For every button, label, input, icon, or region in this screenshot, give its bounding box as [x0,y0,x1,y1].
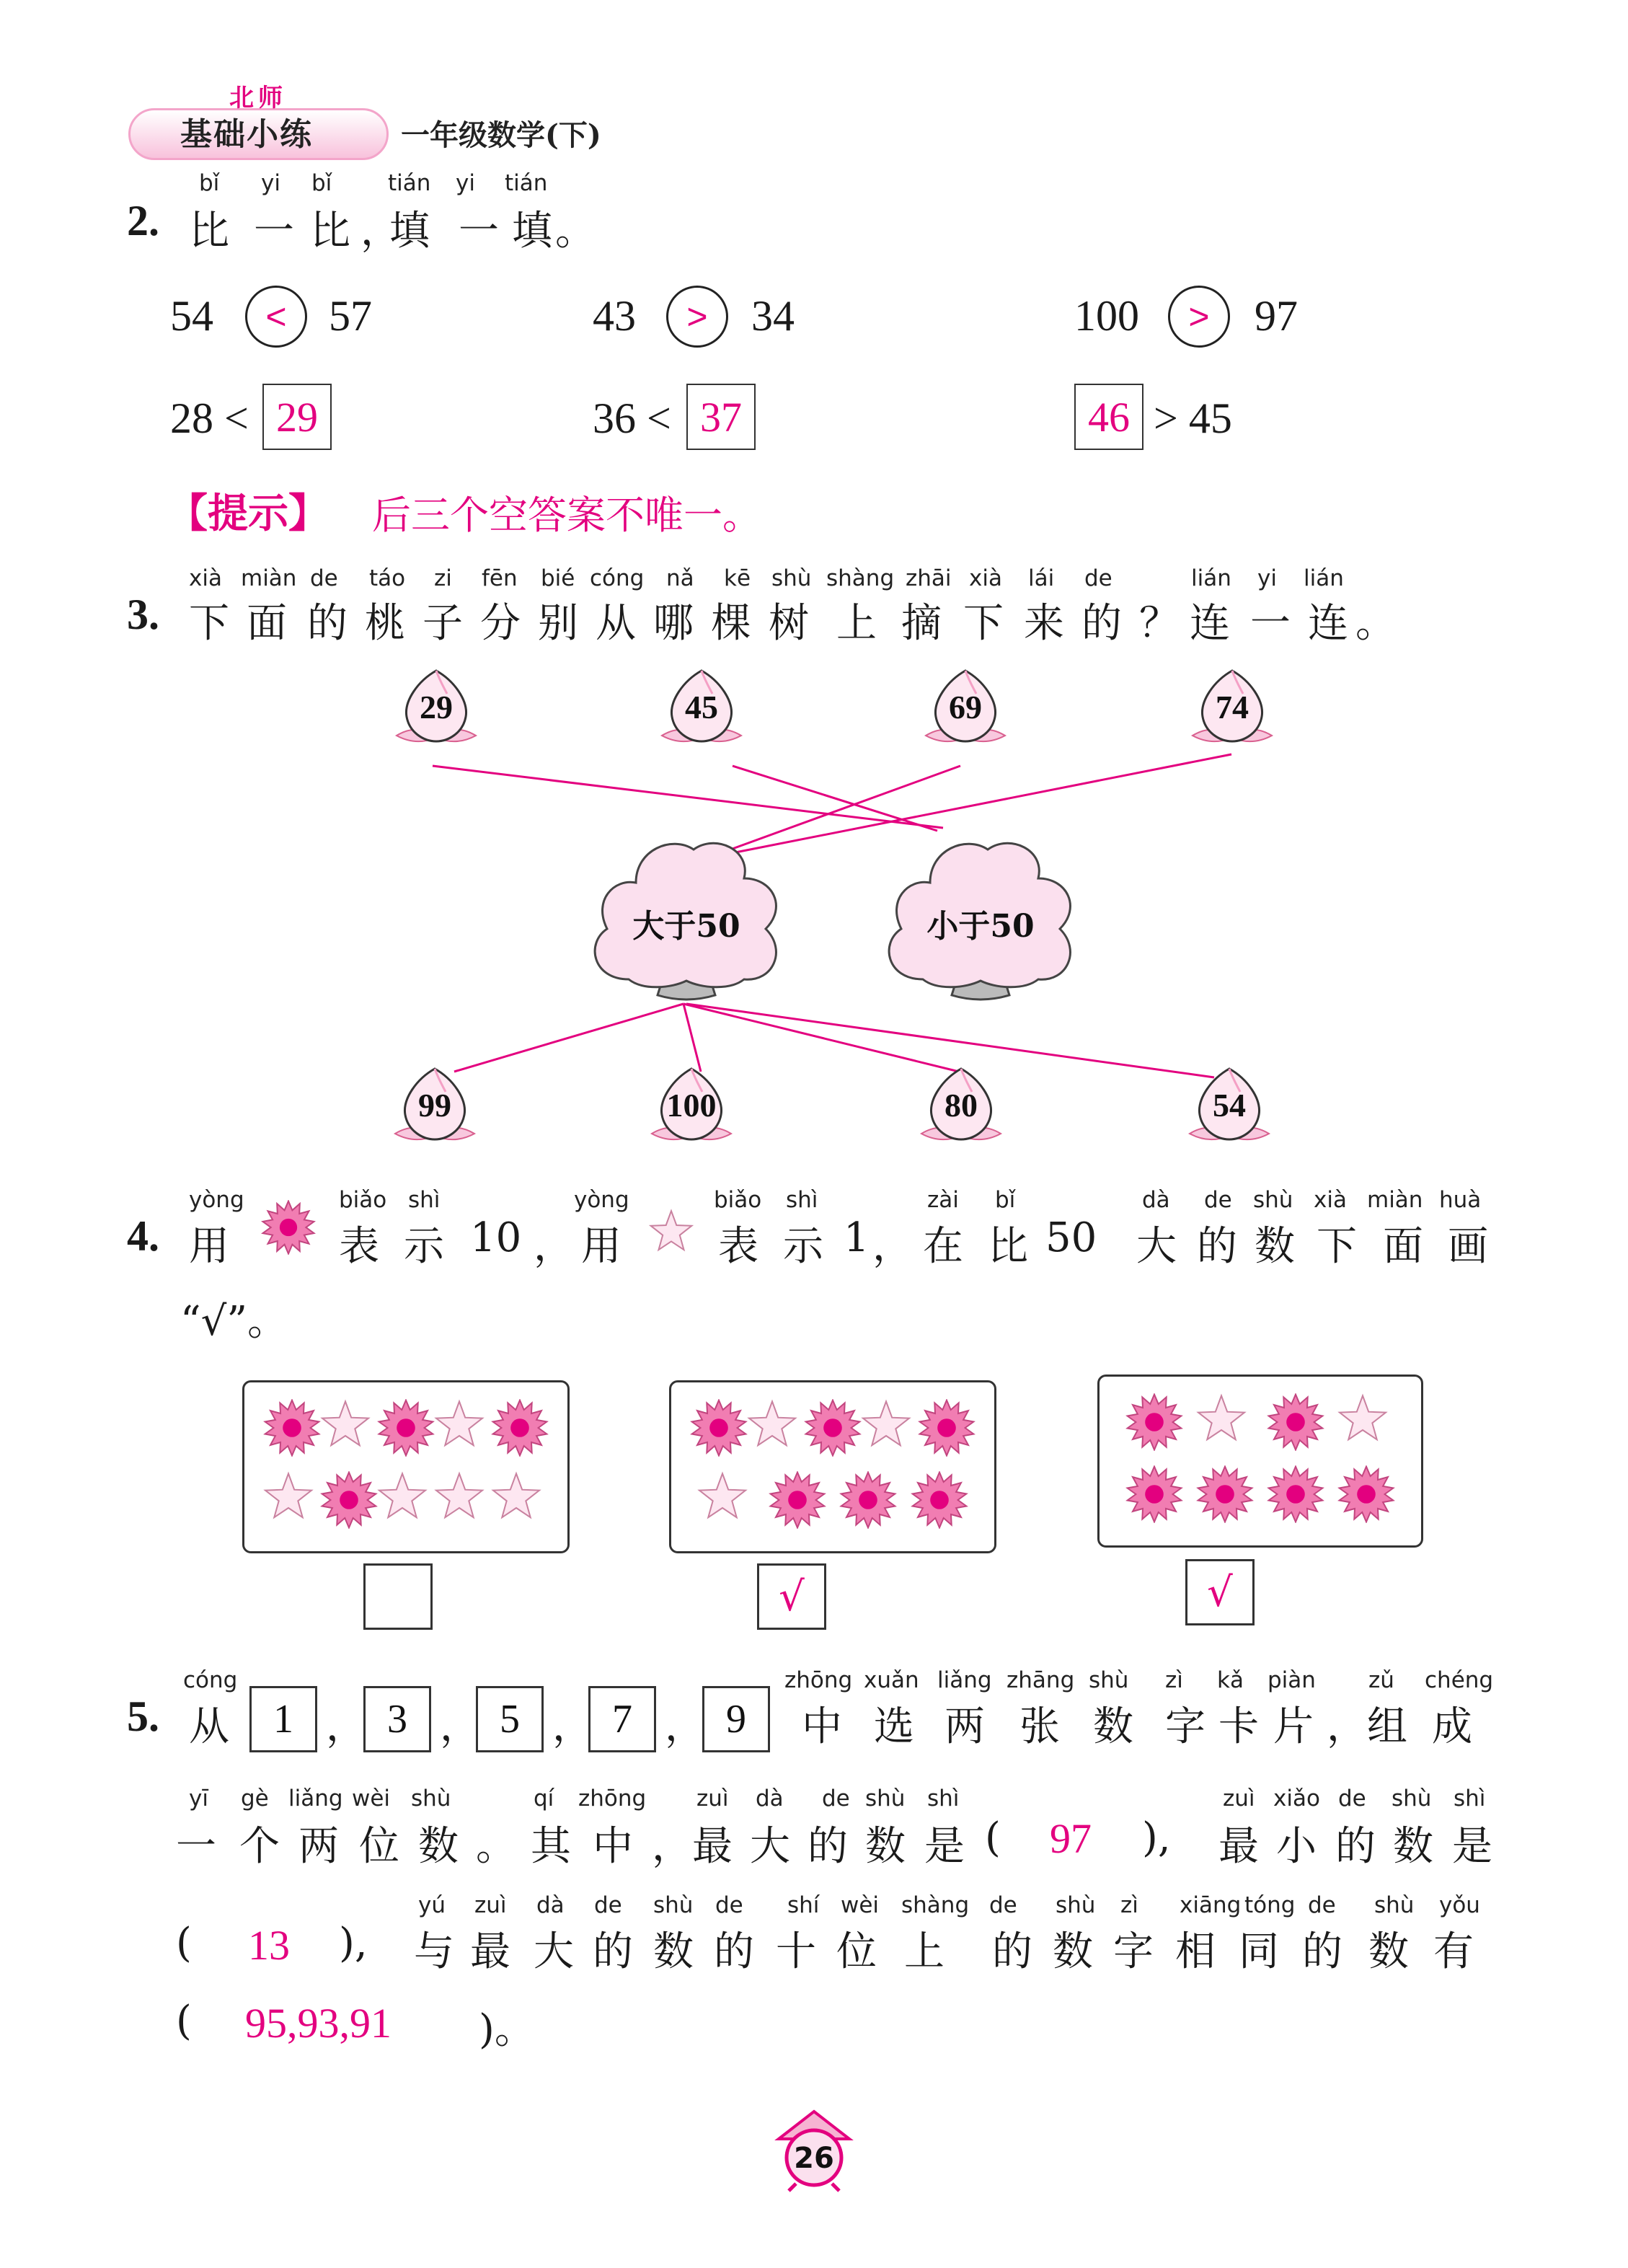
line-char: 有 [1433,1928,1474,1975]
sun-icon [263,1399,321,1460]
line-char: 两 [298,1823,339,1870]
peach-29[interactable] [389,666,483,760]
peach-54[interactable] [1182,1064,1276,1158]
pinyin: de [594,1892,622,1918]
cmp3-left: 100 [1074,292,1139,340]
title-char: 比 [310,208,350,255]
tree-label: 小于50 [926,908,1035,945]
pinyin: lái [1028,565,1055,591]
peach-number: 54 [1213,1087,1246,1124]
title-char: 面 [247,600,287,647]
peach-74[interactable] [1185,666,1279,760]
pinyin: biǎo [714,1187,762,1213]
title-char: 连 [1308,600,1348,647]
star-icon [697,1471,748,1524]
line-char: ， [534,1223,574,1270]
number-card-3[interactable]: 3 [363,1686,431,1752]
pinyin: de [989,1892,1017,1918]
pinyin: de [715,1892,743,1918]
pinyin: zuì [474,1892,507,1918]
pinyin: yi [261,170,280,196]
line-char: 10 [470,1214,522,1261]
sun-icon [839,1471,897,1532]
fill2-prefix: 36 < [593,394,671,442]
pinyin: xiǎo [1273,1786,1320,1812]
tree-less-than-50[interactable] [880,828,1081,1015]
line-char: 的 [992,1928,1032,1975]
pinyin: shù [1056,1892,1096,1918]
pinyin: wèi [352,1786,391,1812]
pinyin: yi [1257,565,1277,591]
answer-checkbox-1[interactable] [363,1563,433,1630]
pinyin: liǎng [937,1667,992,1693]
title-char: 一 [254,208,294,255]
answer-checkbox-3[interactable]: √ [1185,1559,1255,1625]
star-icon [747,1399,797,1452]
pinyin: yi [456,170,475,196]
peach-80[interactable] [914,1064,1008,1158]
line-char: 1 [844,1214,870,1261]
answer-checkbox-2[interactable]: √ [757,1563,826,1630]
line-char: 是 [1452,1823,1492,1870]
pinyin: tián [505,170,548,196]
pinyin: zhōng [578,1786,647,1812]
line-char: 的 [1335,1823,1376,1870]
title-char: 树 [769,600,809,647]
line-char: 数 [1093,1703,1133,1750]
line-char: 与 [414,1928,454,1975]
comma: ， [552,1703,593,1750]
line-char: 数 [1368,1928,1409,1975]
line-char: ), [1142,1814,1171,1861]
title-char: 填 [389,208,430,255]
pinyin: de [822,1786,850,1812]
line-char: 数 [1255,1223,1295,1270]
pinyin: fēn [482,565,518,591]
line-char: 最 [1218,1823,1259,1870]
fill3-box[interactable]: 46 [1074,384,1143,450]
line-char: 用 [189,1223,229,1270]
pinyin: bǐ [199,170,220,196]
pinyin: shù [411,1786,451,1812]
star-icon [1337,1393,1388,1447]
pinyin: shù [1374,1892,1415,1918]
sun-icon [769,1471,826,1532]
pinyin: xià [969,565,1002,591]
title-char: 来 [1024,600,1064,647]
pinyin: tián [388,170,431,196]
line-char: 小 [1276,1823,1317,1870]
subject-label: 一年级数学(下) [401,118,601,152]
pinyin: cóng [590,565,645,591]
cmp2-right: 34 [751,292,795,340]
cmp3-right: 97 [1255,292,1298,340]
cmp3-circle[interactable]: > [1168,286,1230,348]
line-char: 一 [176,1823,216,1870]
pinyin: nǎ [666,565,694,591]
title-char: ？ [1139,600,1180,647]
line-char: 的 [808,1823,848,1870]
star-icon [263,1471,314,1524]
title-char: 下 [963,600,1004,647]
pinyin: zhāng [1007,1667,1075,1693]
cmp1-right: 57 [329,292,372,340]
title-char: 哪 [653,600,694,647]
line-char: 卡 [1218,1703,1259,1750]
line-char: 同 [1239,1928,1279,1975]
number-card-9[interactable]: 9 [702,1686,770,1752]
line-char: 相 [1175,1928,1216,1975]
sun-icon [320,1471,378,1532]
q5-number: 5. [127,1693,159,1740]
star-icon [491,1471,541,1524]
line-char: ( [985,1814,1001,1861]
line-char: 字 [1165,1703,1205,1750]
line-char: 大 [750,1823,790,1870]
title-char: 上 [836,600,877,647]
cmp2-left: 43 [593,292,636,340]
star-icon [434,1399,485,1452]
sun-icon [918,1399,976,1460]
sun-icon [1196,1465,1254,1526]
title-char: ， [360,208,401,255]
line-char: 位 [836,1928,877,1975]
peach-45[interactable] [655,666,748,760]
sun-icon [1125,1393,1183,1454]
sun-icon [1337,1465,1395,1526]
title-char: 棵 [711,600,751,647]
pinyin: kǎ [1217,1667,1244,1693]
star-icon [1196,1393,1247,1447]
line-char: 片 [1273,1703,1314,1750]
line-45-to-small [733,766,937,831]
tree-greater-than-50[interactable] [585,828,787,1015]
line-char: 示 [404,1223,444,1270]
pinyin: yòng [189,1187,244,1213]
title-char: 别 [538,600,578,647]
line-char: 上 [904,1928,944,1975]
fill1-box[interactable]: 29 [262,384,332,450]
line-char: 画 [1448,1223,1488,1270]
tree-label: 大于50 [632,908,740,945]
peach-number: 69 [949,689,982,725]
line-char: 的 [593,1928,633,1975]
line-char: 面 [1383,1223,1423,1270]
title-char: 连 [1190,600,1230,647]
q5-paren-open-4: ( [176,1998,192,2044]
title-char: 比 [189,208,229,255]
line-char: 下 [1317,1223,1357,1270]
line-char: 的 [1302,1928,1342,1975]
line-char: 大 [534,1928,574,1975]
pinyin: shì [408,1187,441,1213]
pinyin: miàn [1367,1187,1423,1213]
fill1-prefix: 28 < [170,394,249,442]
line-char: 的 [1197,1223,1237,1270]
comma: ， [326,1703,366,1750]
line-char: 个 [239,1823,280,1870]
line-char: 数 [418,1823,459,1870]
number-card-7[interactable]: 7 [588,1686,656,1752]
line-char: 两 [944,1703,985,1750]
sun-icon [377,1399,435,1460]
pinyin: tóng [1244,1892,1296,1918]
peach-100[interactable] [645,1064,738,1158]
pinyin: dà [756,1786,784,1812]
pinyin: shí [787,1892,820,1918]
cmp1-left: 54 [170,292,213,340]
peach-number: 99 [418,1087,451,1124]
fill2-box[interactable]: 37 [686,384,756,450]
line-char: 位 [359,1823,399,1870]
line-char: 用 [581,1223,621,1270]
pinyin: dà [1142,1187,1170,1213]
line-char: 表 [339,1223,379,1270]
line-char: 数 [1393,1823,1433,1870]
pinyin: zì [1165,1667,1183,1693]
peach-number: 74 [1216,689,1249,725]
pinyin: de [310,565,338,591]
line-char: ， [652,1823,692,1870]
title-char: 从 [596,600,636,647]
line-char: 张 [1019,1703,1060,1750]
pinyin: chéng [1425,1667,1494,1693]
comma: ， [440,1703,480,1750]
sun-icon [261,1200,316,1258]
title-char: 子 [423,600,463,647]
line-char: 中 [593,1823,633,1870]
line-char: 50 [1045,1214,1097,1261]
hint-text: 后三个空答案不唯一。 [372,493,761,538]
line-char: 字 [1113,1928,1154,1975]
line-char: 在 [923,1223,963,1270]
star-icon [377,1471,428,1524]
title-char: 一 [459,208,499,255]
title-char: 摘 [901,600,942,647]
brand-title: 基础小练 [180,116,313,153]
sun-icon [1267,1465,1324,1526]
star-icon [861,1399,911,1452]
peach-99[interactable] [388,1064,482,1158]
title-char: 分 [480,600,521,647]
line-29-to-small [433,766,943,828]
pinyin: shàng [901,1892,970,1918]
line-char: 的 [714,1928,754,1975]
line-char: 是 [924,1823,965,1870]
pinyin: bié [541,565,575,591]
brand-top: 北师 [229,84,287,112]
title-char: 的 [307,600,348,647]
q5-paren-close-end: )。 [479,2006,535,2053]
line-char: 中 [802,1703,842,1750]
pinyin: xià [1314,1187,1347,1213]
pinyin: miàn [241,565,297,591]
star-icon [320,1399,371,1452]
line-char: 数 [1053,1928,1093,1975]
line-char: 。 [476,1823,516,1870]
pinyin: yī [189,1786,208,1812]
title-char: 下 [189,600,229,647]
page-number: 26 [794,2142,834,2175]
pinyin: liǎng [288,1786,343,1812]
sun-icon [804,1399,862,1460]
star-icon [649,1209,694,1256]
line-char: 比 [988,1223,1028,1270]
pinyin: zhāi [906,565,952,591]
peach-number: 100 [666,1087,717,1124]
pinyin: lián [1191,565,1231,591]
title-char: 桃 [365,600,405,647]
cmp2-circle[interactable]: > [666,286,728,348]
sun-icon [911,1471,968,1532]
pinyin: shì [1454,1786,1486,1812]
pinyin: bǐ [995,1187,1016,1213]
title-char: 填 [512,208,552,255]
pinyin: zuì [696,1786,729,1812]
line-char: 选 [874,1703,914,1750]
number-card-1[interactable]: 1 [249,1686,317,1752]
line-char: ， [872,1223,913,1270]
pinyin: shì [927,1786,960,1812]
pinyin: cóng [183,1667,238,1693]
line-char: 示 [783,1223,823,1270]
same-tens-answer[interactable]: 95,93,91 [245,2000,391,2047]
pinyin: de [1308,1892,1336,1918]
pinyin: xià [189,565,222,591]
line-char: 表 [718,1223,758,1270]
sun-icon [1125,1465,1183,1526]
peach-number: 45 [685,689,718,725]
fill3-suffix: > 45 [1154,394,1232,442]
line-char: 数 [653,1928,694,1975]
pinyin: zuì [1223,1786,1255,1812]
title-char: 一 [1250,600,1291,647]
pinyin: shù [865,1786,906,1812]
line-char: 十 [776,1928,816,1975]
q4-number: 4. [127,1212,159,1260]
line-char: ， [1327,1703,1367,1750]
pinyin: zài [927,1187,959,1213]
number-card-5[interactable]: 5 [476,1686,544,1752]
pinyin: yòng [574,1187,629,1213]
comma: ， [665,1703,705,1750]
pinyin: bǐ [311,170,332,196]
pinyin: zì [1120,1892,1138,1918]
pinyin: piàn [1268,1667,1316,1693]
pinyin: de [1204,1187,1232,1213]
pinyin: xuǎn [864,1667,919,1693]
title-char: 。 [555,208,596,255]
pinyin: huà [1439,1187,1482,1213]
pinyin: kē [724,565,751,591]
pinyin: shù [653,1892,694,1918]
peach-number: 29 [420,689,453,725]
line-char: 数 [865,1823,906,1870]
line-char: 组 [1367,1703,1407,1750]
title-char: 的 [1081,600,1122,647]
line-char: 最 [692,1823,733,1870]
pinyin: shù [1392,1786,1432,1812]
star-icon [434,1471,485,1524]
hint-label: 【提示】 [167,490,329,537]
pinyin: zǔ [1368,1667,1394,1693]
q3-number: 3. [127,591,159,638]
pinyin: wèi [841,1892,880,1918]
q4-line2: “√”。 [180,1298,288,1345]
sun-icon [690,1399,748,1460]
line-char: 大 [1136,1223,1177,1270]
pinyin: zi [434,565,452,591]
pinyin: shù [1089,1667,1129,1693]
line-char: 从 [189,1703,229,1750]
peach-number: 80 [944,1087,978,1124]
pinyin: yú [418,1892,446,1918]
pinyin: dà [536,1892,565,1918]
pinyin: de [1084,565,1112,591]
line-char: 最 [470,1928,510,1975]
pinyin: gè [241,1786,269,1812]
pinyin: de [1338,1786,1366,1812]
cmp1-circle[interactable]: < [245,286,307,348]
paren-open: ( [176,1920,192,1967]
pinyin: táo [369,565,406,591]
pinyin: lián [1304,565,1344,591]
peach-69[interactable] [919,666,1012,760]
line-char: ), [339,1920,368,1967]
min-answer: 13 [248,1922,290,1969]
pinyin: qí [534,1786,554,1812]
line-char: 其 [531,1823,571,1870]
q2-number: 2. [127,197,159,244]
max-answer: 97 [1050,1815,1092,1862]
pinyin: zhōng [784,1667,853,1693]
pinyin: xiāng [1180,1892,1242,1918]
pinyin: yǒu [1439,1892,1480,1918]
pinyin: shàng [826,565,895,591]
pinyin: shù [1253,1187,1293,1213]
title-char: 。 [1355,600,1396,647]
line-char: 成 [1432,1703,1472,1750]
pinyin: shì [786,1187,818,1213]
pinyin: biǎo [339,1187,387,1213]
pinyin: shù [771,565,812,591]
sun-icon [1267,1393,1324,1454]
sun-icon [491,1399,549,1460]
